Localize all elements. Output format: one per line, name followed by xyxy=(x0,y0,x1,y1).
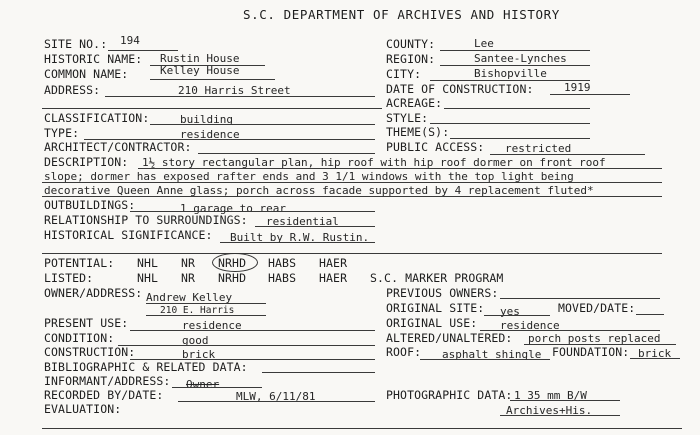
condition-value: good xyxy=(182,334,209,347)
foundation-label: FOUNDATION: xyxy=(552,345,630,359)
altered-value: porch posts replaced xyxy=(528,332,661,345)
outbuildings-underline xyxy=(130,211,375,212)
historic-name-value: Rustin House xyxy=(160,52,240,65)
description-line-2: slope; dormer has exposed rafter ends and 3 1/1 windows with the top light being xyxy=(44,170,574,183)
type-value: residence xyxy=(180,128,240,141)
photographic-line-2: Archives+His. xyxy=(506,404,593,417)
address-label: ADDRESS: xyxy=(44,83,101,97)
nrhd-circle-mark xyxy=(212,253,258,272)
potential-habs: HABS xyxy=(268,256,297,270)
listed-nrhd: NRHD xyxy=(218,271,247,285)
description-label: DESCRIPTION: xyxy=(44,155,129,169)
section-rule-2 xyxy=(42,253,662,254)
original-site-value: yes xyxy=(500,305,520,318)
listed-haer: HAER xyxy=(319,271,348,285)
outbuildings-value: 1 garage to rear xyxy=(180,202,286,215)
potential-label: POTENTIAL: xyxy=(44,256,115,270)
description-underline-1 xyxy=(138,168,662,169)
classification-underline xyxy=(150,124,375,125)
foundation-value: brick xyxy=(638,347,672,360)
recorded-underline xyxy=(178,401,375,402)
informant-label: INFORMANT/ADDRESS: xyxy=(44,374,171,388)
date-construction-underline xyxy=(550,94,630,95)
owner-name: Andrew Kelley xyxy=(146,291,233,304)
region-underline xyxy=(440,65,590,66)
city-label: CITY: xyxy=(386,67,422,81)
county-label: COUNTY: xyxy=(386,37,436,51)
photographic-label: PHOTOGRAPHIC DATA: xyxy=(386,388,513,402)
acreage-label: ACREAGE: xyxy=(386,96,443,110)
relationship-label: RELATIONSHIP TO SURROUNDINGS: xyxy=(44,213,248,227)
description-underline-3 xyxy=(42,196,662,197)
themes-underline xyxy=(450,138,590,139)
original-site-label: ORIGINAL SITE: xyxy=(386,301,485,315)
county-underline xyxy=(440,50,590,51)
date-construction-value: 1919 xyxy=(564,81,591,94)
foundation-underline xyxy=(630,358,680,359)
region-label: REGION: xyxy=(386,52,436,66)
address-underline xyxy=(105,96,375,97)
county-value: Lee xyxy=(474,37,494,50)
acreage-underline xyxy=(444,108,590,109)
roof-underline xyxy=(420,359,550,360)
site-no-label: SITE NO.: xyxy=(44,37,108,51)
photographic-underline xyxy=(510,400,620,401)
marker-program-label: S.C. MARKER PROGRAM xyxy=(370,271,504,285)
description-line-1: 1½ story rectangular plan, hip roof with hip roof dormer on front roof xyxy=(142,156,606,169)
description-line-3: decorative Queen Anne glass; porch across facade supported by 4 replacement fluted* xyxy=(44,184,594,197)
themes-label: THEME(S): xyxy=(386,125,450,139)
present-use-label: PRESENT USE: xyxy=(44,316,129,330)
public-access-label: PUBLIC ACCESS: xyxy=(386,140,485,154)
address-value: 210 Harris Street xyxy=(178,84,291,97)
outbuildings-label: OUTBUILDINGS: xyxy=(44,198,136,212)
region-value: Santee-Lynches xyxy=(474,52,567,65)
original-use-value: residence xyxy=(500,319,560,332)
moved-date-underline xyxy=(636,314,664,315)
recorded-label: RECORDED BY/DATE: xyxy=(44,388,164,402)
type-label: TYPE: xyxy=(44,126,80,140)
evaluation-label: EVALUATION: xyxy=(44,402,122,416)
date-construction-label: DATE OF CONSTRUCTION: xyxy=(386,82,534,96)
present-use-underline xyxy=(130,330,375,331)
historic-name-label: HISTORIC NAME: xyxy=(44,52,143,66)
moved-date-label: MOVED/DATE: xyxy=(558,301,636,315)
classification-value: building xyxy=(180,113,233,126)
architect-underline xyxy=(198,153,375,154)
roof-label: ROOF: xyxy=(386,345,422,359)
owner-street: 210 E. Harris xyxy=(160,305,235,316)
altered-label: ALTERED/UNALTERED: xyxy=(386,331,513,345)
description-underline-2 xyxy=(42,182,662,183)
roof-value: asphalt shingle xyxy=(442,348,542,361)
photographic-underline-2 xyxy=(500,415,620,416)
public-access-value: restricted xyxy=(505,142,572,155)
public-access-underline xyxy=(490,154,645,155)
common-name-value: Kelley House xyxy=(160,64,240,77)
common-name-underline xyxy=(150,79,275,80)
listed-nr: NR xyxy=(181,271,196,285)
classification-label: CLASSIFICATION: xyxy=(44,111,150,125)
listed-nhl: NHL xyxy=(137,271,159,285)
owner-street-underline xyxy=(146,315,266,316)
potential-nhl: NHL xyxy=(137,256,159,270)
bibliographic-underline xyxy=(262,372,375,373)
bibliographic-label: BIBLIOGRAPHIC & RELATED DATA: xyxy=(44,360,248,374)
informant-value: Owner xyxy=(186,378,220,391)
construction-value: brick xyxy=(182,348,216,361)
site-no-underline xyxy=(108,50,178,51)
style-underline xyxy=(430,123,590,124)
page-title: S.C. DEPARTMENT OF ARCHIVES AND HISTORY xyxy=(243,7,560,22)
common-name-label: COMMON NAME: xyxy=(44,67,129,81)
style-label: STYLE: xyxy=(386,111,429,125)
original-site-underline xyxy=(484,315,550,316)
potential-haer: HAER xyxy=(319,256,348,270)
relationship-underline xyxy=(255,226,375,227)
previous-owners-underline xyxy=(500,298,660,299)
present-use-value: residence xyxy=(182,319,242,332)
architect-label: ARCHITECT/CONTRACTOR: xyxy=(44,140,192,154)
owner-name-underline xyxy=(146,303,266,304)
construction-label: CONSTRUCTION: xyxy=(44,345,136,359)
site-no-value: 194 xyxy=(120,34,140,47)
relationship-value: residential xyxy=(266,215,339,228)
informant-underline xyxy=(172,387,262,388)
potential-nr: NR xyxy=(181,256,196,270)
recorded-value: MLW, 6/11/81 xyxy=(236,390,316,403)
condition-underline xyxy=(118,345,375,346)
listed-habs: HABS xyxy=(268,271,297,285)
bottom-rule xyxy=(42,428,682,429)
listed-label: LISTED: xyxy=(44,271,94,285)
significance-value: Built by R.W. Rustin. xyxy=(230,231,370,244)
condition-label: CONDITION: xyxy=(44,331,115,345)
section-rule-1 xyxy=(42,108,382,109)
significance-label: HISTORICAL SIGNIFICANCE: xyxy=(44,228,213,242)
city-value: Bishopville xyxy=(474,67,547,80)
original-use-label: ORIGINAL USE: xyxy=(386,316,478,330)
photographic-value: 1 35 mm B/W xyxy=(514,389,587,402)
significance-underline xyxy=(220,242,375,243)
previous-owners-label: PREVIOUS OWNERS: xyxy=(386,286,499,300)
owner-label: OWNER/ADDRESS: xyxy=(44,286,143,300)
potential-nrhd: NRHD xyxy=(218,256,247,270)
